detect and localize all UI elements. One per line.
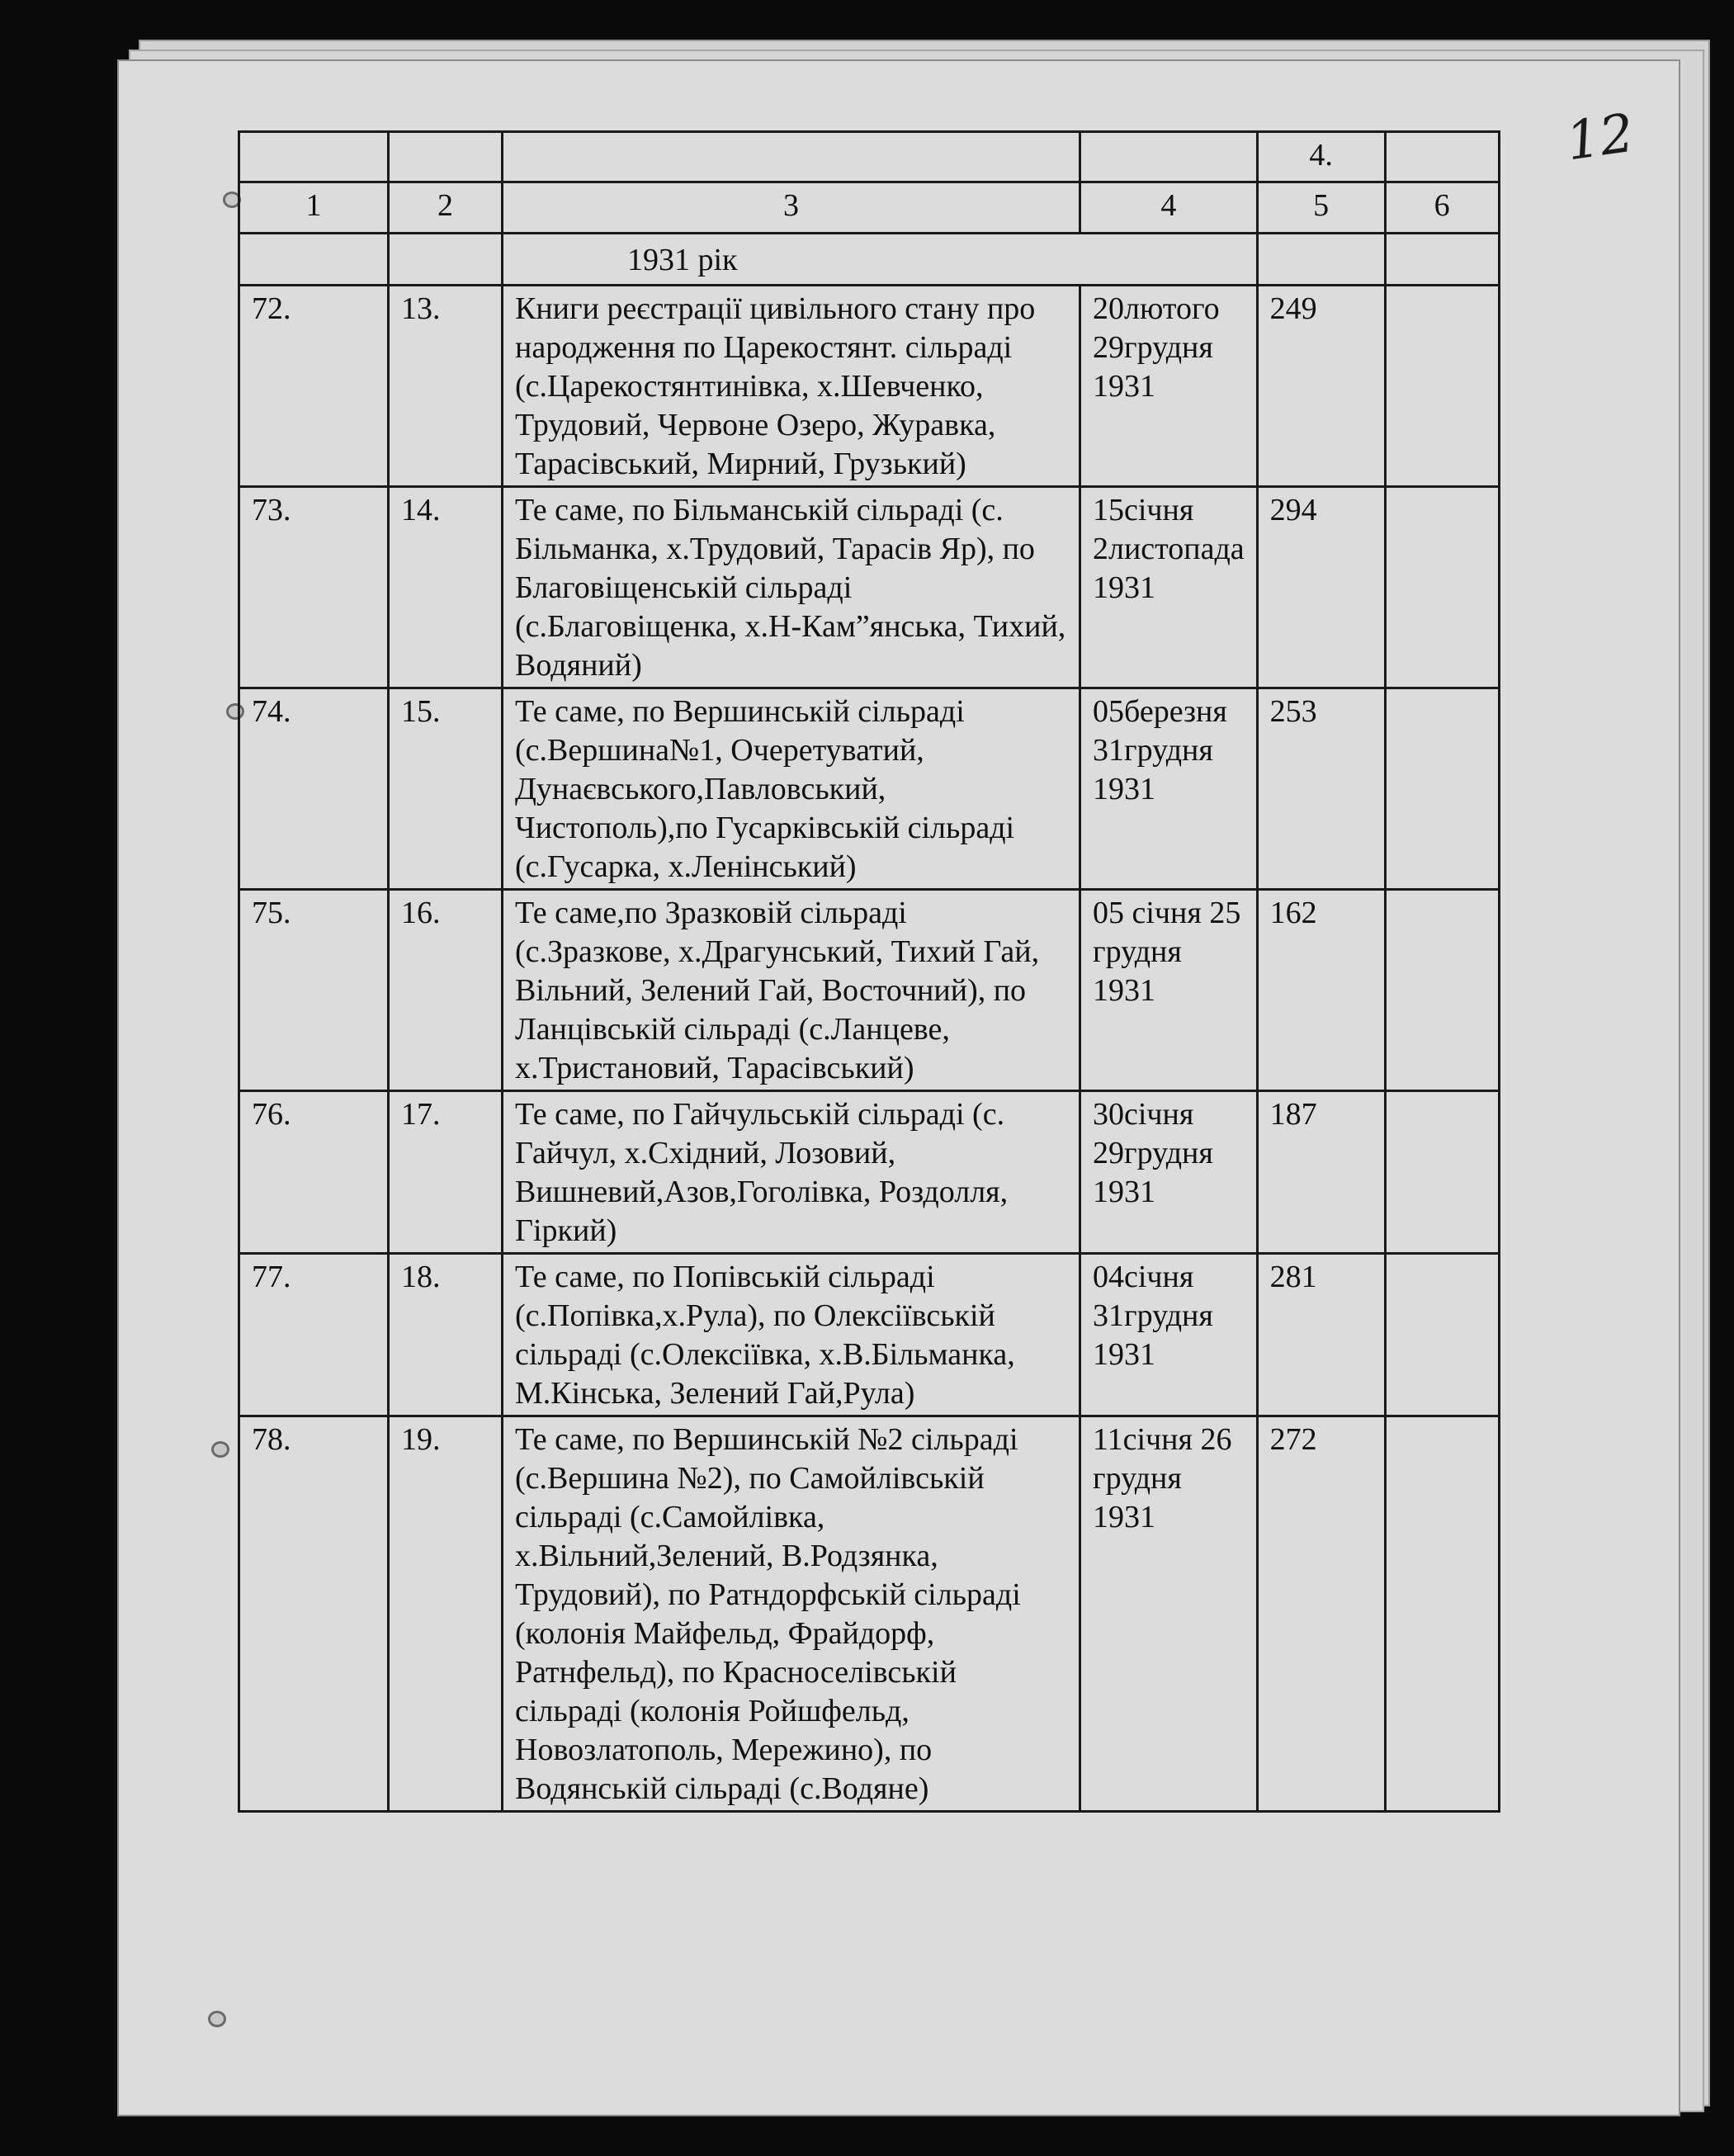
sheet-count: 253 [1257, 688, 1385, 890]
column-number: 2 [389, 182, 503, 234]
entry-description: Книги реєстрації цивільного стану про народження по Царекостянт. сільраді (с.Царекостянтинівка, х.Шевченко, Трудовий, Червоне Озеро, Журавка, Тарасівський, Мирний, Грузький) [503, 286, 1080, 487]
column-number: 4 [1080, 182, 1258, 234]
table-cell [239, 132, 389, 182]
year-heading-row [239, 234, 1500, 286]
entry-number: 72. [239, 286, 389, 487]
table-cell [503, 132, 1080, 182]
entry-dates: 05березня 31грудня 1931 [1080, 688, 1258, 890]
entry-dates: 05 січня 25 грудня 1931 [1080, 890, 1258, 1091]
entry-description: Те саме, по Більманській сільраді (с. Більманка, х.Трудовий, Тарасів Яр), по Благовіщенській сільраді (с.Благовіщенка, х.Н-Кам”янська, Тихий, Водяний) [503, 487, 1080, 688]
register-table [238, 130, 1500, 1813]
entry-number: 73. [239, 487, 389, 688]
sheet-count: 294 [1257, 487, 1385, 688]
entry-description: Те саме, по Вершинській сільраді (с.Вершина№1, Очеретуватий, Дунаєвського,Павловський, Чистополь),по Гусарківській сільраді (с.Гусарка, х.Ленінський) [503, 688, 1080, 890]
table-row [239, 1091, 1500, 1254]
table-row [239, 487, 1500, 688]
binder-hole-icon [211, 1441, 229, 1458]
entry-note [1385, 487, 1499, 688]
sheet-count: 162 [1257, 890, 1385, 1091]
entry-note [1385, 890, 1499, 1091]
entry-number: 74. [239, 688, 389, 890]
entry-note [1385, 286, 1499, 487]
entry-description: Те саме, по Гайчульській сільраді (с. Гайчул, х.Східний, Лозовий, Вишневий,Азов,Гоголівка, Роздолля, Гіркий) [503, 1091, 1080, 1254]
inventory-number: 17. [389, 1091, 503, 1254]
entry-number: 76. [239, 1091, 389, 1254]
column-number: 6 [1385, 182, 1499, 234]
entry-dates: 04січня 31грудня 1931 [1080, 1254, 1258, 1416]
table-cell [389, 234, 503, 286]
binder-hole-icon [208, 2011, 226, 2027]
entry-dates: 30січня 29грудня 1931 [1080, 1091, 1258, 1254]
entry-number: 75. [239, 890, 389, 1091]
sheet-count: 249 [1257, 286, 1385, 487]
entry-dates: 15січня 2листопада 1931 [1080, 487, 1258, 688]
table-cell [1080, 132, 1258, 182]
entry-description: Те саме, по Вершинській №2 сільраді (с.Вершина №2), по Самойлівській сільраді (с.Самойлівка, х.Вільний,Зелений, В.Родзянка, Трудовий), по Ратндорфській сільраді (колонія Майфельд, Фрайдорф, Ратнфельд), по Красноселівській сільраді (колонія Ройшфельд, Новозлатополь, Мережино), по Водянській сільраді (с.Водяне) [503, 1416, 1080, 1812]
column-number: 3 [503, 182, 1080, 234]
entry-number: 78. [239, 1416, 389, 1812]
inventory-number: 14. [389, 487, 503, 688]
entry-note [1385, 688, 1499, 890]
sheet-count: 187 [1257, 1091, 1385, 1254]
table-cell [1257, 234, 1385, 286]
table-row [239, 688, 1500, 890]
sheet-count: 281 [1257, 1254, 1385, 1416]
page-number: 12 [1562, 102, 1638, 173]
table-row [239, 890, 1500, 1091]
table-cell [389, 132, 503, 182]
column-number: 5 [1257, 182, 1385, 234]
column-number: 1 [239, 182, 389, 234]
sheet-count: 272 [1257, 1416, 1385, 1812]
inventory-number: 15. [389, 688, 503, 890]
inventory-number: 16. [389, 890, 503, 1091]
table-row [239, 286, 1500, 487]
table-cell [239, 234, 389, 286]
entry-dates: 20лютого 29грудня 1931 [1080, 286, 1258, 487]
table-row [239, 1416, 1500, 1812]
table-cell: 4. [1257, 132, 1385, 182]
entry-number: 77. [239, 1254, 389, 1416]
entry-description: Те саме, по Попівській сільраді (с.Попівка,х.Рула), по Олексіївській сільраді (с.Олексіївка, х.В.Більманка, М.Кінська, Зелений Гай,Рула) [503, 1254, 1080, 1416]
entry-note [1385, 1091, 1499, 1254]
table-top-row [239, 132, 1500, 182]
table-row [239, 1254, 1500, 1416]
entry-note [1385, 1416, 1499, 1812]
inventory-number: 18. [389, 1254, 503, 1416]
entry-description: Те саме,по Зразковій сільраді (с.Зразкове, х.Драгунський, Тихий Гай, Вільний, Зелений Гай, Восточний), по Ланцівській сільраді (с.Ланцеве, х.Тристановий, Тарасівський) [503, 890, 1080, 1091]
entry-dates: 11січня 26 грудня 1931 [1080, 1416, 1258, 1812]
table-cell [1385, 132, 1499, 182]
table-cell [1385, 234, 1499, 286]
year-heading: 1931 рік [503, 234, 1258, 286]
inventory-number: 13. [389, 286, 503, 487]
entry-note [1385, 1254, 1499, 1416]
column-number-row [239, 182, 1500, 234]
inventory-number: 19. [389, 1416, 503, 1812]
